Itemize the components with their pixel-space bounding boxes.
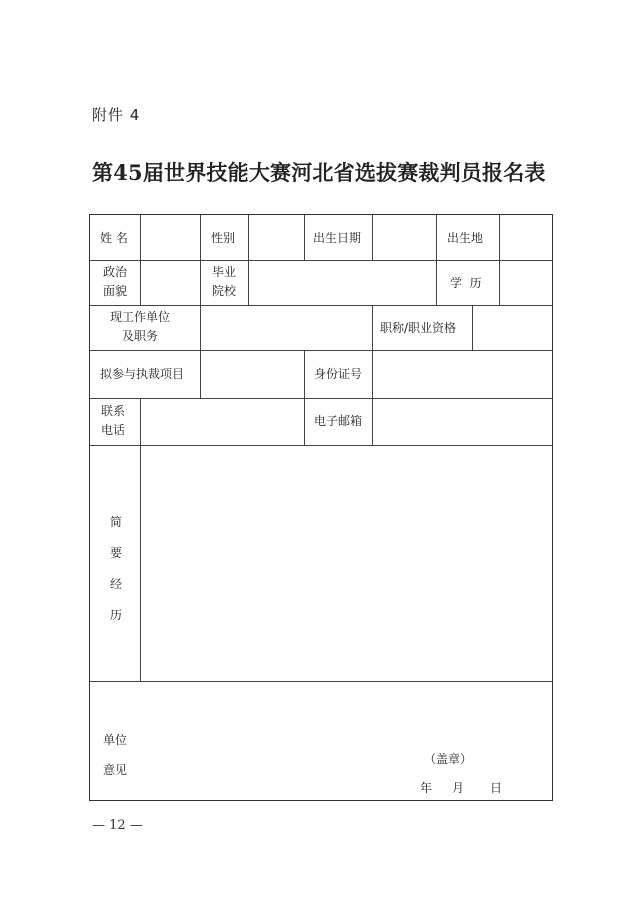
col-divider — [140, 398, 141, 445]
label-unit-opinion — [103, 725, 127, 785]
registration-form-table — [89, 214, 553, 801]
label-judging-event: 拟参与执裁项目 — [100, 367, 185, 381]
label-graduated-line2: 院校 — [212, 284, 237, 298]
col-divider — [499, 260, 500, 305]
col-divider — [248, 215, 249, 260]
label-id-number: 身份证号 — [314, 367, 363, 381]
label-birthplace: 出生地 — [447, 231, 484, 245]
label-contact-line1: 联系 — [101, 404, 126, 418]
row-divider — [90, 305, 553, 306]
label-birth-date: 出生日期 — [313, 231, 362, 245]
label-gender: 性别 — [211, 231, 236, 245]
col-divider — [304, 215, 305, 260]
seal-text: （盖章） — [424, 752, 473, 766]
col-divider — [436, 215, 437, 260]
label-education: 学 历 — [450, 276, 482, 290]
label-political-status — [103, 263, 127, 301]
row-divider — [90, 445, 553, 446]
label-political-line2: 面貌 — [103, 284, 128, 298]
label-work-unit-line2: 及职务 — [122, 329, 159, 343]
attachment-label: 附件 4 — [92, 106, 141, 124]
label-graduated-line1: 毕业 — [212, 265, 237, 279]
row-divider — [90, 681, 553, 682]
row-divider — [90, 350, 553, 351]
label-resume — [108, 513, 124, 637]
label-work-unit-line1: 现工作单位 — [110, 310, 171, 324]
col-divider — [372, 398, 373, 445]
form-title: 第45届世界技能大赛河北省选拔赛裁判员报名表 — [92, 160, 546, 185]
page-number: — 12 — — [92, 818, 143, 833]
label-title-qualification: 职称/职业资格 — [380, 321, 457, 335]
resume-char: 要 — [109, 546, 122, 560]
label-opinion-line1: 单位 — [103, 733, 128, 747]
col-divider — [472, 305, 473, 350]
col-divider — [436, 260, 437, 305]
resume-char: 经 — [109, 577, 122, 591]
resume-char: 历 — [109, 608, 122, 622]
date-year: 年 — [420, 781, 433, 795]
row-divider — [90, 260, 553, 261]
col-divider — [304, 350, 305, 398]
label-work-unit — [110, 308, 170, 346]
col-divider — [200, 260, 201, 305]
col-divider — [200, 305, 201, 350]
row-divider — [90, 398, 553, 399]
label-graduated-school — [212, 263, 236, 301]
col-divider — [304, 398, 305, 445]
col-divider — [200, 350, 201, 398]
label-name: 姓 名 — [100, 231, 128, 245]
col-divider — [372, 350, 373, 398]
label-contact-line2: 电话 — [101, 423, 126, 437]
col-divider — [372, 305, 373, 350]
date-month: 月 — [452, 781, 465, 795]
date-day: 日 — [490, 781, 503, 795]
label-political-line1: 政治 — [103, 265, 128, 279]
col-divider — [499, 215, 500, 260]
label-email: 电子邮箱 — [314, 414, 363, 428]
col-divider — [140, 260, 141, 305]
col-divider — [200, 215, 201, 260]
col-divider — [140, 445, 141, 681]
col-divider — [140, 215, 141, 260]
resume-char: 简 — [109, 515, 122, 529]
col-divider — [248, 260, 249, 305]
label-contact-phone — [101, 402, 125, 440]
label-opinion-line2: 意见 — [103, 763, 128, 777]
col-divider — [372, 215, 373, 260]
